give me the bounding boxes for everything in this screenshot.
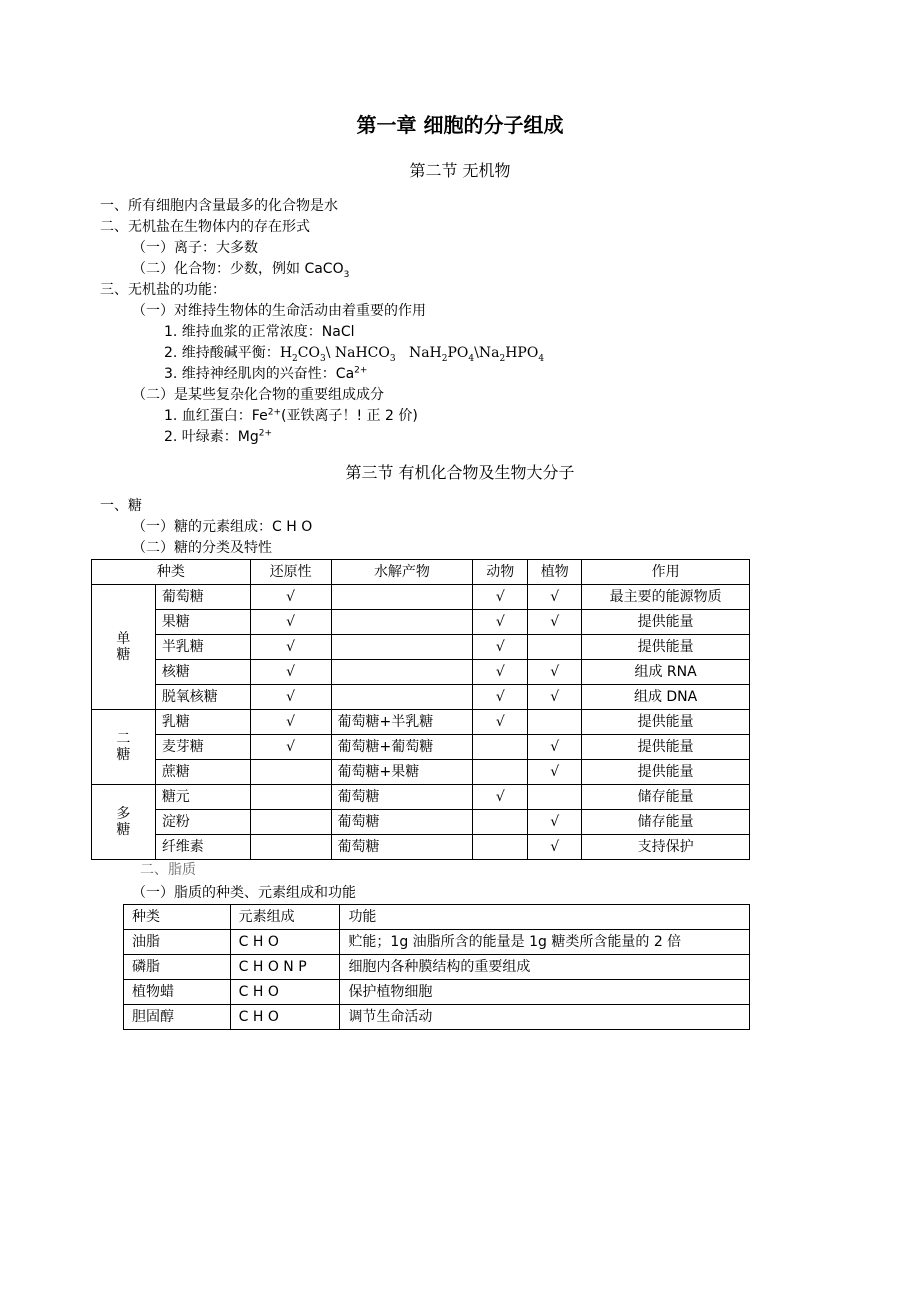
- chapter-title: 第一章 细胞的分子组成: [356, 113, 564, 137]
- table-cell: 淀粉: [155, 810, 250, 835]
- table-cell: 胆固醇: [124, 1005, 231, 1030]
- table-cell: [331, 610, 473, 635]
- inorganic-line-2a: （一）离子：大多数: [132, 240, 258, 256]
- table-cell: 葡萄糖: [155, 585, 250, 610]
- table-cell: 储存能量: [582, 785, 750, 810]
- table-cell: 提供能量: [582, 710, 750, 735]
- header-cell: 种类: [92, 560, 251, 585]
- table-cell: 乳糖: [155, 710, 250, 735]
- sugar-elements: （一）糖的元素组成：C H O: [132, 519, 313, 535]
- table-cell: √: [250, 685, 331, 710]
- table-cell: 磷脂: [124, 955, 231, 980]
- table-cell: C H O N P: [230, 955, 340, 980]
- header-cell: 作用: [582, 560, 750, 585]
- table-cell: [331, 685, 473, 710]
- table-cell: [250, 810, 331, 835]
- inorganic-line-3b: （二）是某些复杂化合物的重要组成成分: [132, 387, 384, 403]
- table-cell: √: [528, 660, 582, 685]
- table-cell: √: [250, 660, 331, 685]
- table-cell: 葡萄糖: [331, 785, 473, 810]
- table-cell: 葡萄糖+果糖: [331, 760, 473, 785]
- table-cell: 葡萄糖: [331, 835, 473, 860]
- inorganic-line-1: 一、所有细胞内含量最多的化合物是水: [100, 198, 338, 214]
- table-cell: √: [528, 835, 582, 860]
- table-cell: 蔗糖: [155, 760, 250, 785]
- table-row: [92, 735, 750, 760]
- table-cell: 保护植物细胞: [340, 980, 750, 1005]
- table-cell: 贮能；1g 油脂所含的能量是 1g 糖类所含能量的 2 倍: [340, 930, 750, 955]
- table-row: [124, 930, 750, 955]
- table-cell: 细胞内各种膜结构的重要组成: [340, 955, 750, 980]
- group-label: 二糖: [92, 710, 156, 785]
- sugar-types: （二）糖的分类及特性: [132, 540, 272, 556]
- table-cell: 支持保护: [582, 835, 750, 860]
- table-cell: C H O: [230, 1005, 340, 1030]
- table-row: [124, 980, 750, 1005]
- table-row: [92, 635, 750, 660]
- lipid-heading: 二、脂质: [140, 862, 196, 878]
- table-cell: √: [528, 760, 582, 785]
- table-cell: √: [528, 735, 582, 760]
- table-cell: 油脂: [124, 930, 231, 955]
- table-cell: 组成 RNA: [582, 660, 750, 685]
- table-cell: [528, 785, 582, 810]
- inorganic-line-3a1: 1. 维持血浆的正常浓度：NaCl: [164, 324, 355, 340]
- group-label: 多糖: [92, 785, 156, 860]
- inorganic-line-3: 三、无机盐的功能：: [100, 282, 226, 298]
- header-cell: 植物: [528, 560, 582, 585]
- table-cell: √: [473, 635, 528, 660]
- table-cell: 提供能量: [582, 760, 750, 785]
- section-3-title: 第三节 有机化合物及生物大分子: [345, 463, 575, 482]
- sugar-heading: 一、糖: [100, 498, 142, 514]
- table-row: [92, 610, 750, 635]
- lipid-table: [123, 904, 750, 1030]
- table-cell: [473, 760, 528, 785]
- table-row: [92, 785, 750, 810]
- table-cell: 植物蜡: [124, 980, 231, 1005]
- inorganic-line-3b2: 2. 叶绿素：$Mg^{2+}$: [164, 428, 273, 445]
- table-cell: 最主要的能源物质: [582, 585, 750, 610]
- table-cell: [331, 635, 473, 660]
- table-cell: 提供能量: [582, 610, 750, 635]
- lipid-sub: （一）脂质的种类、元素组成和功能: [132, 885, 356, 901]
- table-cell: 组成 DNA: [582, 685, 750, 710]
- table-cell: [528, 710, 582, 735]
- inorganic-line-3a3: 3. 维持神经肌肉的兴奋性：$Ca^{2+}$: [164, 365, 368, 382]
- table-cell: √: [473, 660, 528, 685]
- table-cell: √: [250, 635, 331, 660]
- table-cell: [528, 635, 582, 660]
- table-cell: 葡萄糖: [331, 810, 473, 835]
- table-row: [124, 955, 750, 980]
- table-cell: [250, 785, 331, 810]
- header-cell: 水解产物: [331, 560, 473, 585]
- header-cell: 功能: [340, 905, 750, 930]
- table-cell: 调节生命活动: [340, 1005, 750, 1030]
- table-cell: C H O: [230, 980, 340, 1005]
- header-cell: 元素组成: [230, 905, 340, 930]
- inorganic-line-2b: （二）化合物：少数，例如 CaCO$_3$: [132, 261, 350, 280]
- table-cell: [331, 585, 473, 610]
- table-cell: √: [528, 810, 582, 835]
- table-cell: 纤维素: [155, 835, 250, 860]
- table-cell: 脱氧核糖: [155, 685, 250, 710]
- table-cell: √: [528, 585, 582, 610]
- inorganic-line-2: 二、无机盐在生物体内的存在形式: [100, 219, 310, 235]
- table-row: [124, 1005, 750, 1030]
- header-cell: 种类: [124, 905, 231, 930]
- table-cell: [331, 660, 473, 685]
- table-cell: [250, 835, 331, 860]
- inorganic-line-3b1: 1. 血红蛋白：$Fe^{2+}$(亚铁离子！! 正 2 价): [164, 407, 418, 424]
- table-cell: 储存能量: [582, 810, 750, 835]
- header-cell: 动物: [473, 560, 528, 585]
- table-cell: 葡萄糖+半乳糖: [331, 710, 473, 735]
- table-cell: √: [250, 735, 331, 760]
- table-cell: 核糖: [155, 660, 250, 685]
- table-cell: [473, 735, 528, 760]
- sugar-table: [91, 559, 750, 860]
- table-cell: [250, 760, 331, 785]
- table-cell: 提供能量: [582, 635, 750, 660]
- header-cell: 还原性: [250, 560, 331, 585]
- table-cell: 麦芽糖: [155, 735, 250, 760]
- table-cell: [473, 835, 528, 860]
- table-row: [92, 685, 750, 710]
- table-row: [92, 710, 750, 735]
- table-row: [92, 810, 750, 835]
- table-cell: 果糖: [155, 610, 250, 635]
- section-2-title: 第二节 无机物: [409, 161, 511, 180]
- table-cell: √: [528, 610, 582, 635]
- table-cell: √: [250, 585, 331, 610]
- table-cell: √: [473, 710, 528, 735]
- table-cell: √: [473, 585, 528, 610]
- table-cell: √: [473, 610, 528, 635]
- table-cell: 提供能量: [582, 735, 750, 760]
- group-label: 单糖: [92, 585, 156, 710]
- table-cell: √: [528, 685, 582, 710]
- sugar-table-header: [92, 560, 750, 585]
- table-cell: 糖元: [155, 785, 250, 810]
- table-cell: √: [250, 610, 331, 635]
- lipid-table-header: [124, 905, 750, 930]
- table-cell: [473, 810, 528, 835]
- table-cell: √: [250, 710, 331, 735]
- inorganic-line-3a2: 2. 维持酸碱平衡：$H_2CO_3\backslash$ NaHCO$_3$ $NaH_2PO_4\backslash Na_2HPO_4$: [164, 345, 545, 364]
- table-row: [92, 585, 750, 610]
- table-cell: C H O: [230, 930, 340, 955]
- table-row: [92, 760, 750, 785]
- inorganic-line-3a: （一）对维持生物体的生命活动由着重要的作用: [132, 303, 426, 319]
- table-cell: √: [473, 685, 528, 710]
- table-cell: 葡萄糖+葡萄糖: [331, 735, 473, 760]
- table-row: [92, 660, 750, 685]
- table-row: [92, 835, 750, 860]
- table-cell: 半乳糖: [155, 635, 250, 660]
- table-cell: √: [473, 785, 528, 810]
